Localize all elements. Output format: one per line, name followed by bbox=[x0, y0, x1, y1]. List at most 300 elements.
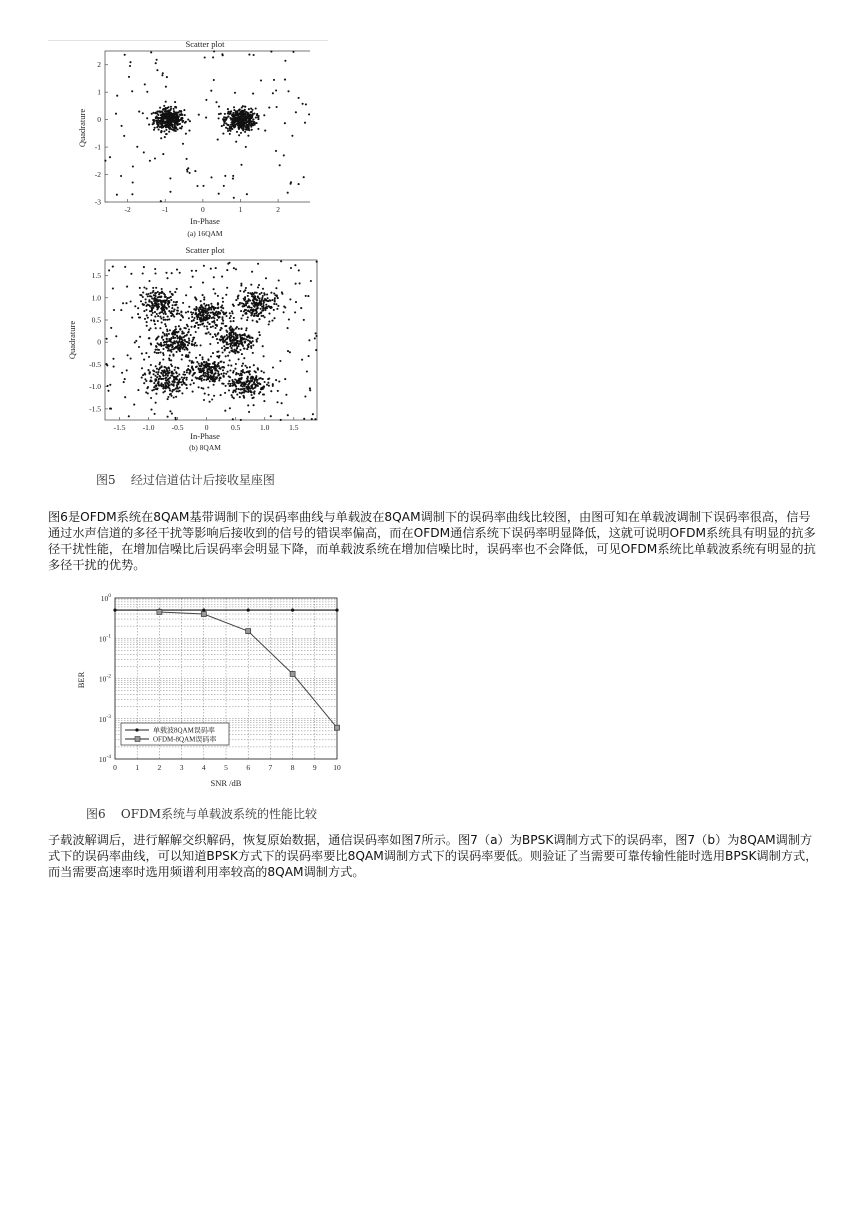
scatter-point bbox=[192, 391, 194, 393]
scatter-point bbox=[142, 112, 144, 114]
scatter-point bbox=[121, 125, 123, 127]
scatter-point bbox=[141, 377, 143, 379]
scatter-point bbox=[264, 381, 266, 383]
scatter-point bbox=[153, 389, 155, 391]
scatter-point bbox=[142, 272, 144, 274]
scatter-point bbox=[209, 333, 211, 335]
scatter-point bbox=[206, 333, 208, 335]
scatter-point bbox=[179, 390, 181, 392]
scatter-point bbox=[257, 367, 259, 369]
scatter-point bbox=[183, 377, 185, 379]
x-tick-label: 1.0 bbox=[260, 423, 270, 432]
scatter-point bbox=[155, 349, 157, 351]
scatter-point bbox=[250, 347, 252, 349]
scatter-point bbox=[217, 302, 219, 304]
scatter-point bbox=[179, 127, 181, 129]
scatter-point bbox=[291, 135, 293, 137]
scatter-point bbox=[189, 172, 191, 174]
scatter-point bbox=[231, 347, 233, 349]
scatter-point bbox=[147, 295, 149, 297]
scatter-point bbox=[234, 124, 236, 126]
scatter-point bbox=[208, 309, 210, 311]
scatter-point bbox=[207, 371, 209, 373]
scatter-point bbox=[232, 418, 234, 420]
scatter-point bbox=[142, 291, 144, 293]
ber-chart bbox=[70, 590, 350, 795]
scatter-point bbox=[211, 370, 213, 372]
scatter-point bbox=[194, 342, 196, 344]
scatter-point bbox=[240, 337, 242, 339]
scatter-point bbox=[219, 312, 221, 314]
y-axis-label: BER bbox=[76, 671, 86, 689]
scatter-point bbox=[158, 110, 160, 112]
scatter-point bbox=[115, 113, 117, 115]
scatter-point bbox=[112, 287, 114, 289]
scatter-point bbox=[273, 317, 275, 319]
scatter-point bbox=[252, 344, 254, 346]
scatter-point bbox=[240, 164, 242, 166]
scatter-point bbox=[177, 367, 179, 369]
scatter-point bbox=[235, 388, 237, 390]
scatter-point bbox=[234, 349, 236, 351]
scatter-point bbox=[201, 323, 203, 325]
scatter-point bbox=[252, 299, 254, 301]
scatter-point bbox=[156, 120, 158, 122]
scatter-point bbox=[212, 375, 214, 377]
scatter-point bbox=[259, 383, 261, 385]
scatter-point bbox=[171, 307, 173, 309]
scatter-point bbox=[152, 307, 154, 309]
scatter-point bbox=[217, 363, 219, 365]
scatter-point bbox=[166, 383, 168, 385]
scatter-point bbox=[244, 384, 246, 386]
scatter-point bbox=[234, 351, 236, 353]
scatter-point bbox=[200, 320, 202, 322]
scatter-point bbox=[235, 141, 237, 143]
scatter-point bbox=[244, 333, 246, 335]
scatter-point bbox=[154, 300, 156, 302]
scatter-point bbox=[155, 385, 157, 387]
scatter-point bbox=[308, 355, 310, 357]
scatter-point bbox=[186, 377, 188, 379]
scatter-point bbox=[311, 418, 313, 420]
scatter-point bbox=[195, 306, 197, 308]
scatter-point bbox=[249, 117, 251, 119]
scatter-point bbox=[302, 103, 304, 105]
scatter-point bbox=[238, 388, 240, 390]
scatter-point bbox=[217, 342, 219, 344]
scatter-point bbox=[221, 322, 223, 324]
scatter-point bbox=[243, 291, 245, 293]
scatter-point bbox=[204, 393, 206, 395]
scatter-point bbox=[155, 112, 157, 114]
scatter-point bbox=[150, 51, 152, 53]
scatter-point bbox=[152, 287, 154, 289]
scatter-point bbox=[109, 156, 111, 158]
scatter-point bbox=[190, 286, 192, 288]
scatter-point bbox=[150, 342, 152, 344]
x-tick-label: -1.5 bbox=[113, 423, 126, 432]
scatter-point bbox=[174, 101, 176, 103]
scatter-point bbox=[187, 325, 189, 327]
scatter-point bbox=[255, 339, 257, 341]
scatter-point bbox=[150, 397, 152, 399]
scatter-point bbox=[215, 365, 217, 367]
scatter-point bbox=[224, 175, 226, 177]
scatter-point bbox=[163, 130, 165, 132]
scatter-point bbox=[164, 374, 166, 376]
scatter-point bbox=[203, 299, 205, 301]
scatter-point bbox=[165, 111, 167, 113]
scatter-point bbox=[225, 116, 227, 118]
scatter-point bbox=[232, 175, 234, 177]
scatter-point bbox=[164, 294, 166, 296]
scatter-point bbox=[166, 76, 168, 78]
scatter-point bbox=[256, 308, 258, 310]
scatter-point bbox=[223, 361, 225, 363]
scatter-point bbox=[239, 116, 241, 118]
scatter-point bbox=[275, 303, 277, 305]
scatter-point bbox=[144, 378, 146, 380]
scatter-point bbox=[242, 369, 244, 371]
scatter-point bbox=[300, 307, 302, 309]
scatter-point bbox=[255, 375, 257, 377]
scatter-point bbox=[190, 326, 192, 328]
scatter-point bbox=[199, 311, 201, 313]
scatter-point bbox=[147, 293, 149, 295]
scatter-point bbox=[153, 129, 155, 131]
scatter-point bbox=[175, 130, 177, 132]
scatter-point bbox=[158, 381, 160, 383]
scatter-point bbox=[158, 293, 160, 295]
scatter-point bbox=[158, 378, 160, 380]
scatter-point bbox=[177, 331, 179, 333]
scatter-point bbox=[225, 315, 227, 317]
scatter-point bbox=[295, 283, 297, 285]
scatter-point bbox=[148, 337, 150, 339]
scatter-point bbox=[154, 127, 156, 129]
scatter-point bbox=[180, 381, 182, 383]
scatter-point bbox=[143, 359, 145, 361]
scatter-point bbox=[162, 391, 164, 393]
scatter-point bbox=[213, 288, 215, 290]
x-tick-label: 10 bbox=[333, 763, 341, 772]
scatter-point bbox=[146, 117, 148, 119]
scatter-point bbox=[128, 76, 130, 78]
scatter-point bbox=[203, 379, 205, 381]
scatter-point bbox=[213, 309, 215, 311]
scatter-point bbox=[180, 319, 182, 321]
scatter-point bbox=[215, 307, 217, 309]
scatter-point bbox=[217, 139, 219, 141]
scatter-point bbox=[308, 339, 310, 341]
scatter-point bbox=[155, 302, 157, 304]
scatter-point bbox=[316, 261, 318, 263]
scatter-point bbox=[184, 349, 186, 351]
scatter-point bbox=[167, 416, 169, 418]
scatter-point bbox=[224, 336, 226, 338]
scatter-point bbox=[175, 128, 177, 130]
scatter-point bbox=[203, 313, 205, 315]
scatter-point bbox=[259, 293, 261, 295]
scatter-point bbox=[168, 384, 170, 386]
scatter-point bbox=[222, 339, 224, 341]
scatter-point bbox=[142, 296, 144, 298]
scatter-point bbox=[143, 382, 145, 384]
scatter-point bbox=[270, 307, 272, 309]
scatter-point bbox=[150, 307, 152, 309]
figure-6-text: OFDM系统与单载波系统的性能比较 bbox=[120, 807, 317, 821]
x-tick-label: 0.5 bbox=[230, 423, 241, 432]
scatter-point bbox=[148, 373, 150, 375]
scatter-point bbox=[174, 329, 176, 331]
scatter-point bbox=[265, 307, 267, 309]
scatter-point bbox=[245, 312, 247, 314]
scatter-point bbox=[179, 328, 181, 330]
scatter-point bbox=[130, 358, 132, 360]
scatter-point bbox=[124, 396, 126, 398]
scatter-point bbox=[176, 390, 178, 392]
scatter-point bbox=[238, 328, 240, 330]
scatter-point bbox=[241, 373, 243, 375]
scatter-point bbox=[160, 200, 162, 202]
scatter-point bbox=[154, 351, 156, 353]
scatter-point bbox=[249, 373, 251, 375]
scatter-point bbox=[185, 133, 187, 135]
scatter-point bbox=[215, 101, 217, 103]
scatter-point bbox=[144, 373, 146, 375]
scatter-point bbox=[202, 358, 204, 360]
scatter-point bbox=[130, 273, 132, 275]
scatter-point bbox=[275, 89, 277, 91]
scatter-point bbox=[186, 158, 188, 160]
scatter-point bbox=[270, 415, 272, 417]
scatter-point bbox=[204, 56, 206, 58]
x-axis-label: In-Phase bbox=[190, 431, 220, 441]
scatter-point bbox=[294, 311, 296, 313]
scatter-point bbox=[175, 396, 177, 398]
scatter-point bbox=[200, 365, 202, 367]
scatter-point bbox=[131, 90, 133, 92]
scatter-point bbox=[155, 393, 157, 395]
x-tick-label: 4 bbox=[201, 763, 206, 772]
scatter-point bbox=[181, 358, 183, 360]
scatter-point bbox=[157, 114, 159, 116]
scatter-point bbox=[194, 345, 196, 347]
scatter-point bbox=[226, 287, 228, 289]
scatter-point bbox=[186, 349, 188, 351]
scatter-point bbox=[132, 165, 134, 167]
scatter-point bbox=[196, 318, 198, 320]
scatter-point bbox=[146, 325, 148, 327]
scatter-point bbox=[176, 301, 178, 303]
scatter-point bbox=[260, 292, 262, 294]
y-tick-label: $10^{-1}$ bbox=[98, 633, 111, 644]
y-tick-label: 1.0 bbox=[91, 293, 101, 303]
y-tick-label: 1 bbox=[97, 87, 101, 97]
scatter-point bbox=[262, 378, 264, 380]
scatter-point bbox=[178, 373, 180, 375]
scatter-point bbox=[279, 360, 281, 362]
scatter-point bbox=[298, 269, 300, 271]
scatter-point bbox=[176, 384, 178, 386]
scatter-point bbox=[198, 386, 200, 388]
scatter-point bbox=[145, 391, 147, 393]
scatter-point bbox=[202, 185, 204, 187]
scatter-point bbox=[222, 307, 224, 309]
scatter-point bbox=[233, 109, 235, 111]
scatter-point bbox=[157, 125, 159, 127]
scatter-point bbox=[150, 314, 152, 316]
scatter-point bbox=[203, 361, 205, 363]
scatter-point bbox=[255, 299, 257, 301]
scatter-point bbox=[139, 316, 141, 318]
scatter-point bbox=[215, 311, 217, 313]
scatter-point bbox=[229, 113, 231, 115]
scatter-point bbox=[161, 307, 163, 309]
scatter-point bbox=[167, 396, 169, 398]
scatter-point bbox=[203, 325, 205, 327]
scatter-point bbox=[275, 379, 277, 381]
scatter-point bbox=[176, 351, 178, 353]
scatter-point bbox=[148, 124, 150, 126]
scatter-point bbox=[212, 311, 214, 313]
scatter-point bbox=[156, 308, 158, 310]
scatter-point bbox=[230, 119, 232, 121]
scatter-point bbox=[163, 366, 165, 368]
scatter-point bbox=[242, 371, 244, 373]
scatter-point bbox=[141, 367, 143, 369]
scatter-point bbox=[173, 316, 175, 318]
scatter-point bbox=[196, 322, 198, 324]
scatter-point bbox=[104, 160, 106, 162]
scatter-point bbox=[129, 61, 131, 63]
scatter-point bbox=[200, 363, 202, 365]
scatter-point bbox=[210, 176, 212, 178]
scatter-point bbox=[166, 344, 168, 346]
scatter-point bbox=[209, 376, 211, 378]
scatter-point bbox=[179, 335, 181, 337]
scatter-point bbox=[162, 348, 164, 350]
scatter-point bbox=[251, 307, 253, 309]
scatter-point bbox=[251, 386, 253, 388]
scatter-point bbox=[154, 295, 156, 297]
x-tick-label: 9 bbox=[312, 763, 317, 772]
scatter-point bbox=[243, 110, 245, 112]
scatter-point bbox=[270, 390, 272, 392]
scatter-point bbox=[241, 113, 243, 115]
x-axis-label: In-Phase bbox=[190, 216, 220, 226]
scatter-point bbox=[240, 283, 242, 285]
scatter-point bbox=[162, 309, 164, 311]
scatter-point bbox=[161, 321, 163, 323]
scatter-point bbox=[237, 117, 239, 119]
scatter-point bbox=[165, 341, 167, 343]
scatter-point bbox=[259, 334, 261, 336]
scatter-point bbox=[162, 378, 164, 380]
scatter-point bbox=[229, 332, 231, 334]
scatter-point bbox=[155, 287, 157, 289]
scatter-point bbox=[170, 344, 172, 346]
scatter-plot-16qam bbox=[60, 36, 310, 246]
scatter-point bbox=[262, 309, 264, 311]
scatter-point bbox=[187, 365, 189, 367]
scatter-point bbox=[165, 125, 167, 127]
scatter-point bbox=[240, 388, 242, 390]
scatter-point bbox=[138, 346, 140, 348]
scatter-point bbox=[192, 312, 194, 314]
subcaption: (a) 16QAM bbox=[187, 229, 223, 238]
scatter-point bbox=[179, 272, 181, 274]
scatter-plot-8qam bbox=[60, 242, 320, 457]
scatter-point bbox=[200, 317, 202, 319]
scatter-point bbox=[244, 296, 246, 298]
scatter-point bbox=[126, 369, 128, 371]
y-tick-label: 0 bbox=[97, 337, 101, 347]
scatter-point bbox=[131, 317, 133, 319]
scatter-point bbox=[244, 131, 246, 133]
scatter-point bbox=[180, 347, 182, 349]
scatter-point bbox=[191, 365, 193, 367]
scatter-point bbox=[165, 307, 167, 309]
data-point bbox=[246, 629, 251, 634]
scatter-point bbox=[287, 350, 289, 352]
scatter-point bbox=[229, 129, 231, 131]
x-tick-label: 2 bbox=[157, 763, 162, 772]
scatter-point bbox=[227, 355, 229, 357]
scatter-point bbox=[253, 113, 255, 115]
scatter-point bbox=[246, 127, 248, 129]
scatter-point bbox=[251, 397, 253, 399]
scatter-point bbox=[166, 338, 168, 340]
x-tick-label: 6 bbox=[246, 763, 251, 772]
scatter-point bbox=[206, 325, 208, 327]
scatter-point bbox=[168, 131, 170, 133]
legend-marker bbox=[135, 737, 140, 742]
scatter-point bbox=[245, 329, 247, 331]
scatter-point bbox=[174, 366, 176, 368]
scatter-point bbox=[251, 391, 253, 393]
scatter-point bbox=[150, 292, 152, 294]
scatter-point bbox=[228, 389, 230, 391]
scatter-point bbox=[257, 385, 259, 387]
scatter-point bbox=[226, 269, 228, 271]
scatter-point bbox=[220, 373, 222, 375]
scatter-point bbox=[187, 311, 189, 313]
scatter-point bbox=[260, 79, 262, 81]
scatter-point bbox=[233, 106, 235, 108]
scatter-point bbox=[168, 302, 170, 304]
scatter-point bbox=[155, 62, 157, 64]
scatter-point bbox=[207, 363, 209, 365]
scatter-point bbox=[144, 318, 146, 320]
scatter-point bbox=[238, 113, 240, 115]
scatter-point bbox=[255, 117, 257, 119]
scatter-point bbox=[262, 345, 264, 347]
scatter-point bbox=[173, 309, 175, 311]
scatter-point bbox=[198, 114, 200, 116]
data-point bbox=[290, 671, 295, 676]
scatter-point bbox=[143, 310, 145, 312]
y-tick-label: 2 bbox=[97, 60, 101, 70]
scatter-point bbox=[112, 358, 114, 360]
scatter-point bbox=[153, 373, 155, 375]
scatter-point bbox=[220, 306, 222, 308]
scatter-point bbox=[232, 178, 234, 180]
scatter-point bbox=[161, 74, 163, 76]
scatter-point bbox=[265, 304, 267, 306]
scatter-point bbox=[235, 268, 237, 270]
